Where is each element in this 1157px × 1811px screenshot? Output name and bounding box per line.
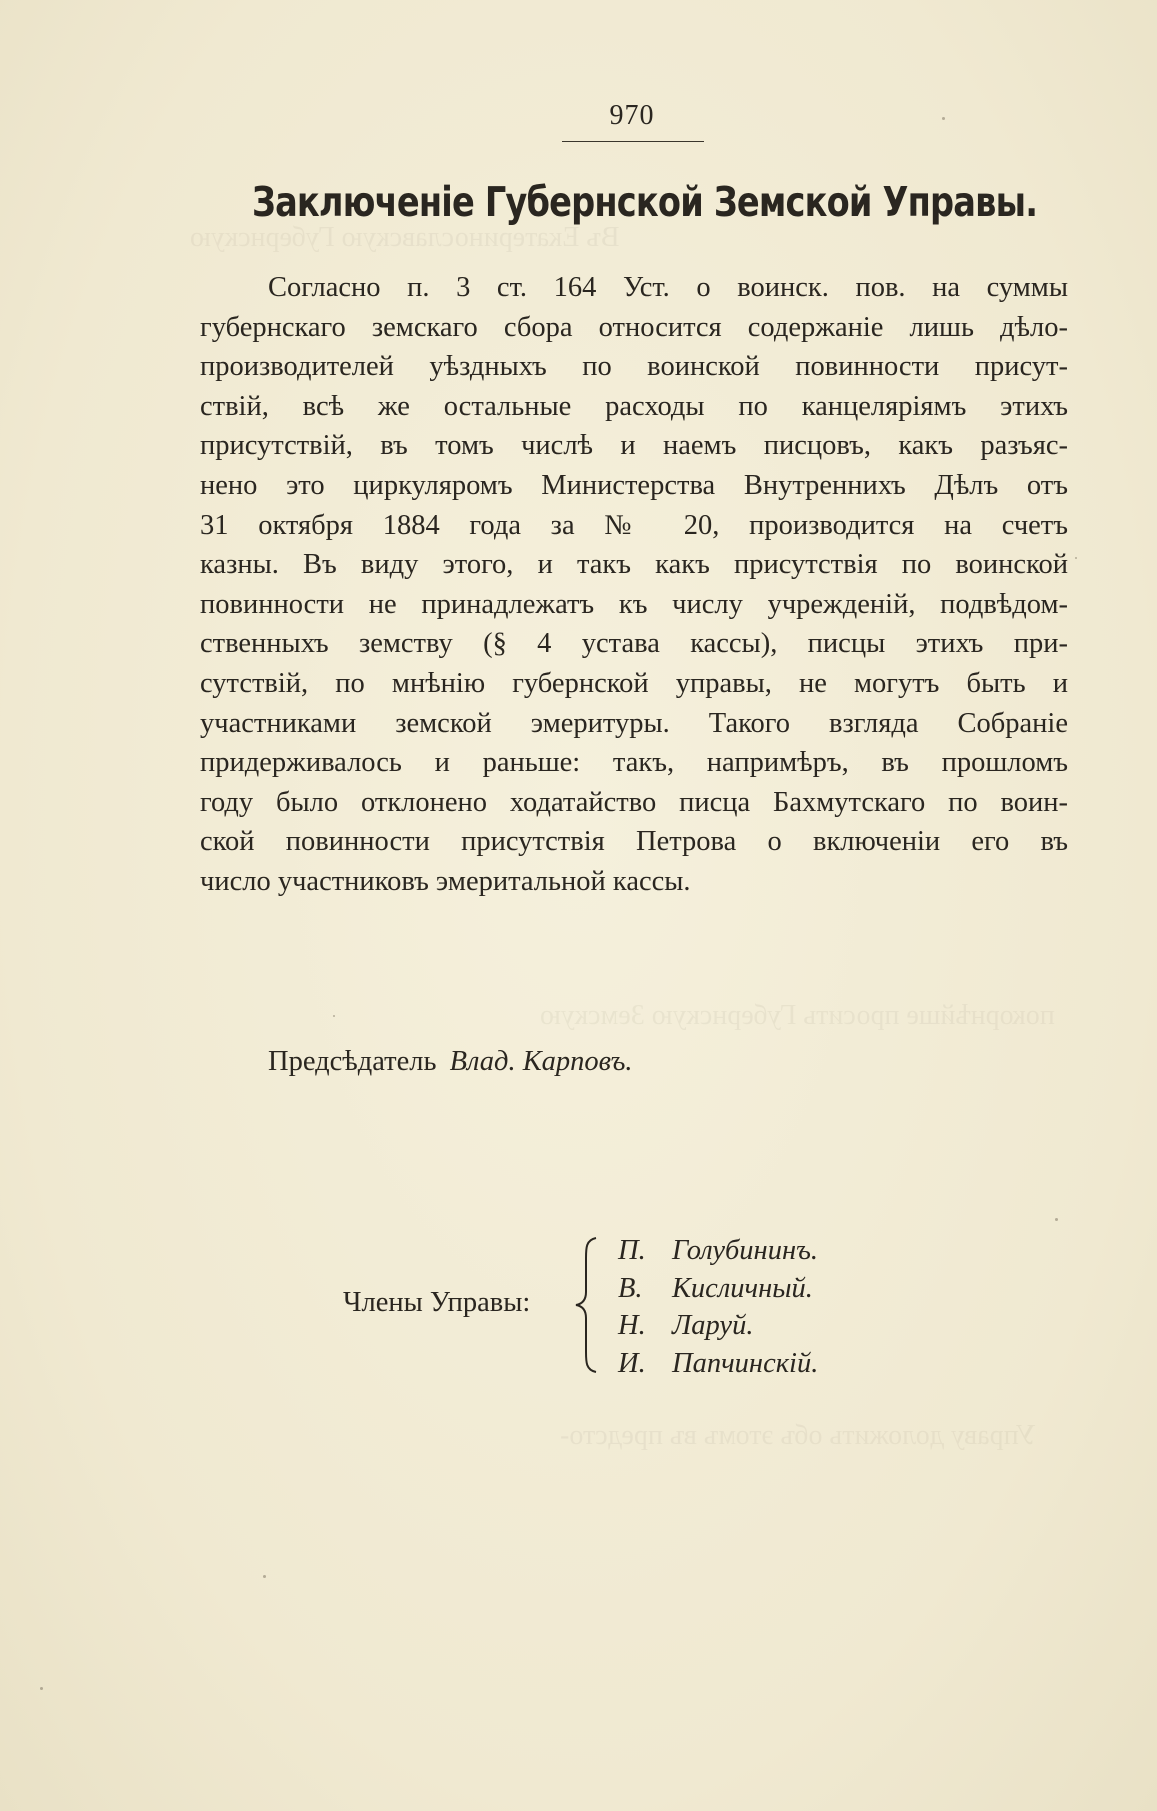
body-line: придерживалось и раньше: такъ, напримѣръ, въ прошломъ: [200, 747, 1068, 779]
member-item: [618, 1307, 818, 1345]
member-item: [618, 1232, 818, 1270]
body-line: производителей уѣздныхъ по воинской повинности присут-: [200, 351, 1068, 383]
body-line: участниками земской эмеритуры. Такого взгляда Собраніе: [200, 707, 1068, 739]
member-initial: Н.: [618, 1310, 646, 1341]
body-line: Согласно п. 3 ст. 164 Уст. о воинск. пов. на суммы: [268, 272, 1068, 303]
body-line: сутствій, по мнѣнію губернской управы, не могутъ быть и: [200, 667, 1068, 699]
member-item: [618, 1345, 818, 1383]
page-number-rule: [562, 141, 704, 142]
paper-speck: [263, 1575, 266, 1578]
body-line: присутствій, въ томъ числѣ и наемъ писцовъ, какъ разъяс-: [200, 430, 1068, 462]
member-surname: Ларуй.: [672, 1310, 754, 1341]
paper-speck: [1075, 557, 1077, 559]
bleed-through-text: покорнѣйше просить Губернскую Земскую: [540, 1000, 1055, 1031]
page-title: Заключеніе Губернской Земской Управы.: [252, 178, 1038, 226]
members-brace-icon: [572, 1236, 602, 1374]
body-line: ской повинности присутствія Петрова о включеніи его въ: [200, 826, 1068, 858]
bleed-through-text: Въ Екатеринославскую Губернскую: [190, 222, 620, 253]
member-initial: В.: [618, 1272, 643, 1304]
body-paragraph: [200, 268, 1068, 902]
page-number: 970: [609, 100, 655, 131]
body-line: нено это циркуляромъ Министерства Внутреннихъ Дѣлъ отъ: [200, 469, 1068, 501]
member-surname: Кисличный.: [672, 1272, 813, 1304]
member-initial: И.: [618, 1347, 646, 1379]
paper-speck: [40, 1687, 43, 1690]
member-surname: Папчинскій.: [672, 1347, 819, 1379]
body-line: ствій, всѣ же остальные расходы по канцеляріямъ этихъ: [200, 390, 1068, 422]
paper-speck: [942, 117, 945, 120]
body-line: повинности не принадлежатъ къ числу учрежденій, подвѣдом-: [200, 588, 1068, 620]
body-line: ственныхъ земству (§ 4 устава кассы), писцы этихъ при-: [200, 628, 1068, 660]
member-item: [618, 1270, 818, 1308]
members-label: Члены Управы:: [343, 1287, 531, 1318]
bleed-through-text: Управу доложить объ этомъ въ предсто-: [560, 1420, 1037, 1451]
body-line: число участниковъ эмеритальной кассы.: [200, 865, 691, 897]
body-line: году было отклонено ходатайство писца Бахмутскаго по воин-: [200, 786, 1068, 818]
chairman-role: Предсѣдатель: [268, 1046, 437, 1077]
body-line: казны. Въ виду этого, и такъ какъ присутствія по воинской: [200, 549, 1068, 581]
members-list: [618, 1232, 818, 1382]
member-surname: Голубининъ.: [672, 1235, 819, 1266]
chairman-signature: [268, 1046, 633, 1078]
paper-speck: [333, 1015, 335, 1017]
chairman-name: Влад. Карповъ.: [449, 1046, 633, 1077]
body-line: 31 октября 1884 года за № 20, производится на счетъ: [200, 509, 1068, 541]
body-line: губернскаго земскаго сбора относится содержаніе лишь дѣло-: [200, 311, 1068, 343]
member-initial: П.: [618, 1235, 646, 1266]
paper-speck: [1055, 1218, 1058, 1221]
